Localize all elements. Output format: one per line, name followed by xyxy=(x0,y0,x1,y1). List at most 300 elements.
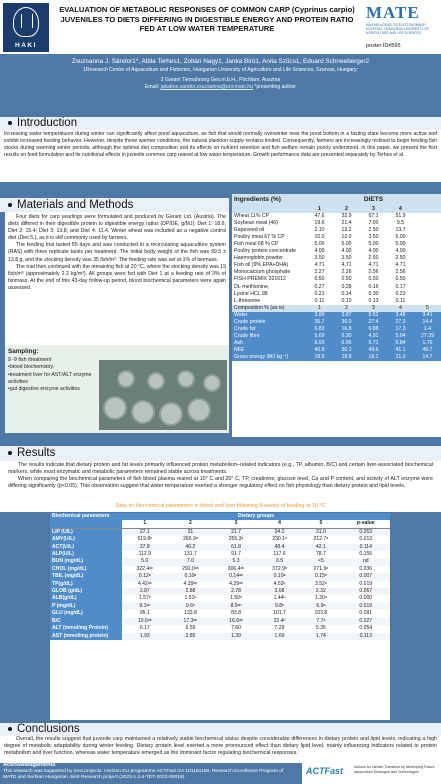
composition-value: 5.04 xyxy=(387,333,414,340)
biochem-value: 112.9 xyxy=(138,551,151,558)
ingredient-name: FISH PREMIX 321612 xyxy=(234,276,286,283)
biochem-value: 2.88 xyxy=(168,588,214,595)
conclusions-text xyxy=(0,736,441,763)
biochemical-table xyxy=(50,513,390,720)
ingredient-name: Wheat 11% CP xyxy=(234,213,270,220)
sampling-list xyxy=(8,364,100,393)
composition-name: NFE xyxy=(232,347,306,354)
biochem-value: 34.2 xyxy=(259,528,300,536)
results-paragraph-1: The results indicate that dietary protein and fat levels primarily influenced protein metabolism–related indicators (e.g., TP, albumin, B/C) and certain liver-associated biochemical markers, while most enzymatic and metabolic parameters remained stable across treatments. xyxy=(8,462,433,476)
ingredient-name: Monocalcium phosphate xyxy=(234,269,291,276)
biochem-param-name: ALB(g/dL) xyxy=(50,595,122,602)
ingredient-value: 2.56 xyxy=(395,269,406,276)
composition-value: 27.4 xyxy=(360,319,387,326)
biochem-value: 322.4ᵃᵇ xyxy=(136,565,154,572)
ingredient-value: 9.5 xyxy=(396,220,405,227)
composition-row xyxy=(232,319,441,326)
ingredient-value: 2.56 xyxy=(368,269,379,276)
biochem-value: 3.52ᵃ xyxy=(314,580,327,587)
ingredient-value: 13.2 xyxy=(341,227,352,234)
affiliation-1: 1Research Centre of Aquaculture and Fisheries, Hungarian University of Agriculture and Life Sciences, Szarvas, Hungary; xyxy=(83,67,358,73)
biochem-subheader-row xyxy=(50,520,390,528)
sampling-item: • treatment liver for AST/ALT enzyme activities xyxy=(8,372,100,386)
biochem-param-name: TP(g/dL) xyxy=(50,581,122,588)
mate-logo xyxy=(366,3,438,41)
biochem-row xyxy=(50,618,390,625)
biochem-value: 0.019 xyxy=(359,580,373,587)
biochem-value: 1.93 xyxy=(122,633,168,640)
results-title xyxy=(8,447,55,459)
biochem-value: 6.59 xyxy=(185,625,196,632)
ingredient-value: 0.21 xyxy=(314,290,325,297)
biochem-row xyxy=(50,633,390,640)
composition-name: Gross energy (MJ kg⁻¹) xyxy=(232,354,306,361)
composition-value: 3.41 xyxy=(414,312,441,319)
biochem-param-name: GLU (mg/dL) xyxy=(50,610,122,617)
biochem-row xyxy=(50,595,390,602)
sampling-item: • blood biochemistry, xyxy=(8,364,100,371)
ingredient-name: Poultry protein concentrate xyxy=(234,248,296,255)
ingredient-value: 4.71 xyxy=(368,262,379,269)
ingredient-value: 4.00 xyxy=(341,248,352,255)
biochem-value: 0.067 xyxy=(342,588,390,595)
biochem-row xyxy=(50,625,390,632)
composition-row xyxy=(232,326,441,333)
ingredient-row xyxy=(232,241,441,248)
email-link[interactable]: jakabne.sandor.zsuzsanna@uni-mate.hu xyxy=(160,84,253,91)
biochem-value: 1.57ᵇ xyxy=(138,595,151,602)
biochem-value: 271.9ᵃ xyxy=(313,565,329,572)
acknowledgements-text: This research was supported by next projects: Horizon EU programme ACTFast GA 101181159, Research Excellence Program of MATE and Serbian Hungarian Joint Research project (2023-1.2.4-TÉT-2023-00018). xyxy=(3,768,284,780)
dietary-group-number: 3 xyxy=(213,520,259,528)
table-cell xyxy=(414,276,441,283)
ingredient-value: 0.13 xyxy=(368,297,379,304)
composition-header-label: Composition % (as is) xyxy=(232,305,306,312)
ingredient-value: 0.50 xyxy=(368,276,379,283)
biochem-value: 619.8ᵇ xyxy=(137,536,153,543)
biochem-value: 2.32 xyxy=(300,588,341,595)
biochem-value: 22.4ᵇ xyxy=(259,618,300,625)
composition-row xyxy=(232,333,441,340)
biochem-value: 0.019 xyxy=(342,603,390,610)
biochem-value: 306.4ᵃᵇ xyxy=(227,565,245,572)
table-cell xyxy=(414,269,441,276)
table-cell xyxy=(414,255,441,262)
ingredient-value: 0.50 xyxy=(395,276,406,283)
methods-title xyxy=(8,199,133,211)
diets-header: DIETS xyxy=(306,194,441,206)
biochem-value: 7.7ᵃ xyxy=(300,618,341,625)
biochem-value: 2.85 xyxy=(168,633,214,640)
ingredient-row xyxy=(232,220,441,227)
biochem-value: 0.10ᵃ xyxy=(168,573,214,580)
ingredient-value: 5.00 xyxy=(395,241,406,248)
ingredient-value: 13.7 xyxy=(395,227,406,234)
ingredient-value: 0.11 xyxy=(314,297,325,304)
composition-row xyxy=(232,347,441,354)
email-suffix: *presenting author xyxy=(252,84,296,91)
biochem-param-name: AST (mmol/mg protein) xyxy=(50,633,122,640)
methods-paragraph-1: Four diets for carp yearlings were formulated and produced by Garant Ltd. (Austria). The diets differed in their digestible protein to digestible energy ratios (DP/DE, g/MJ): Diet 1: 18.6; Diet 2: 15.4; Diet 3: 13.8; and Diet 4: 11.4. Winter wheat was included as a negative control diet (Diet 5.), as it is still commonly used by farmers. xyxy=(8,214,226,242)
email-prefix: Email: xyxy=(144,84,161,91)
composition-name: Water xyxy=(232,312,306,319)
ingredient-name: Soybean meal (46) xyxy=(234,220,278,227)
ingredient-value: 32.9 xyxy=(341,213,352,220)
conclusions-title-text: Conclusions xyxy=(17,723,80,735)
ingredient-value: 0.30 xyxy=(368,290,379,297)
poster-header xyxy=(0,0,441,54)
results-title-text: Results xyxy=(17,447,56,459)
table-cell xyxy=(232,206,306,213)
composition-name: Ash xyxy=(232,340,306,347)
sampling-intro: 9 -9 fish /treatment xyxy=(8,357,52,364)
ingredient-value: 0.28 xyxy=(341,283,352,290)
biochem-value: 230.1ᵃ xyxy=(272,536,287,543)
acknowledgements xyxy=(0,763,300,784)
table-cell xyxy=(50,520,122,528)
biochem-row xyxy=(50,573,390,580)
biochem-value: 6.5 xyxy=(259,558,300,565)
ingredient-value: 4.71 xyxy=(341,262,352,269)
conclusions-title xyxy=(8,723,80,735)
ingredients-table xyxy=(232,194,441,437)
ingredient-value: 0.23 xyxy=(395,290,406,297)
dietary-group-number: 1 xyxy=(122,520,168,528)
ingredient-row xyxy=(232,269,441,276)
ingredient-value: 5.00 xyxy=(395,234,406,241)
ingredient-value: 12.0 xyxy=(341,234,352,241)
bullet-icon xyxy=(8,203,12,207)
poster-title: EVALUATION OF METABOLIC RESPONSES OF COMMON CARP (Cyprinus carpio) JUVENILES TO DIETS DIFFERING IN DIGESTIBLE ENERGY AND PROTEIN RATIO FED AT LOW WATER TEMPERATURE xyxy=(59,5,355,34)
tank-icon xyxy=(187,398,211,422)
methods-title-text: Materials and Methods xyxy=(17,199,134,211)
ingredient-row xyxy=(232,298,441,305)
composition-name: Crude fibre xyxy=(232,333,306,340)
biochem-value: 6.17 xyxy=(139,625,150,632)
biochem-value: 31 xyxy=(168,528,214,536)
composition-value: 3.87 xyxy=(333,312,360,319)
biochem-value: 0.013 xyxy=(359,536,373,543)
diet-number: 4 xyxy=(387,206,414,213)
ingredient-row xyxy=(232,255,441,262)
ingredient-value: 47.6 xyxy=(314,213,325,220)
methods-paragraph-3: The trial then continued with the remaining fish at 20 °C, where the stocking density was 19 fish/m³ (approximately 2.2 kg/m³). All groups were fed with Diet 1 at a feeding rate of 3% of biomass. At the end of this 43-day follow-up period, blood biochemical parameters were again assessed. xyxy=(8,263,226,291)
diet-number: 1 xyxy=(306,305,333,312)
biochem-value: 212.7ᵃ xyxy=(313,536,329,543)
composition-value: 49.7 xyxy=(414,347,441,354)
haki-emblem-icon xyxy=(13,7,39,37)
composition-value: 21.2 xyxy=(387,354,414,361)
table-cell xyxy=(414,262,441,269)
biochem-value: nd xyxy=(342,558,390,565)
mate-logo-word: MATE xyxy=(366,3,420,22)
composition-row xyxy=(232,312,441,319)
composition-value: 40.8 xyxy=(306,347,333,354)
biochem-value: 0.15ᵇ xyxy=(300,573,341,580)
biochem-value: 1.69 xyxy=(259,633,300,640)
biochem-param-name: AMY(U/L) xyxy=(50,536,122,543)
biochem-row xyxy=(50,581,390,588)
ingredient-value: 0.11 xyxy=(395,297,406,304)
ingredient-value: 0.17 xyxy=(395,283,406,290)
introduction-title xyxy=(8,117,77,129)
biochem-value: 103.8 xyxy=(314,610,328,617)
biochem-row xyxy=(50,558,390,565)
biochem-value: 117.6 xyxy=(273,551,286,558)
ingredient-value: 2.26 xyxy=(341,269,352,276)
tank-icon xyxy=(159,402,183,426)
biochem-value: 9.8ᵇ xyxy=(259,603,300,610)
diet-number: 2 xyxy=(333,305,360,312)
biochem-row xyxy=(50,536,390,543)
biochem-param-name: BUN (mg/dL) xyxy=(50,558,122,565)
biochem-value: 0.054 xyxy=(359,625,373,632)
biochem-param-name: GLOB (g/dL) xyxy=(50,588,122,595)
sampling-title: Sampling: xyxy=(8,348,39,355)
composition-value: 27.3 xyxy=(387,319,414,326)
ingredient-value: 2.50 xyxy=(368,255,379,262)
ingredient-value: 4.00 xyxy=(314,248,325,255)
mate-logo-subtitle: MAGYAR AGRÁR- ÉS ÉLETTUDOMÁNYI EGYETEM / HUNGARIAN UNIVERSITY OF AGRICULTURE AND LIFE SCIENCES xyxy=(366,23,429,35)
composition-value: 17.3 xyxy=(387,326,414,333)
tank-icon xyxy=(131,400,155,424)
conclusions-paragraph: Overall, the results suggest that juvenile carp maintained a relatively stable biochemical status despite considerable differences in dietary protein and lipid levels, indicating a high degree of metabolic adaptability during winter feeding. Dietary protein level exerted a more pronounced effect than dietary lipid level, mainly influencing indicators related to protein metabolism and liver function, whereas water temperature emerged as the dominant factor regulating biochemical responses. xyxy=(4,736,437,756)
biochem-value: 101.7 xyxy=(273,610,286,617)
composition-row xyxy=(232,354,441,361)
biochem-value: 2.87 xyxy=(122,588,168,595)
biochem-row xyxy=(50,566,390,573)
biochem-param-name: P (mg/dL) xyxy=(50,603,122,610)
composition-value: 16.8 xyxy=(333,326,360,333)
haki-logo-text: HAKI xyxy=(15,42,37,49)
diet-number-row xyxy=(232,206,441,213)
composition-name: Crude fat xyxy=(232,326,306,333)
ingredient-name: Rapeseed oil xyxy=(234,227,265,234)
composition-value: 27.29 xyxy=(414,333,441,340)
biochem-param-name: TBIL (mg/dL) xyxy=(50,573,122,580)
biochem-value: 1.50ᵇ xyxy=(230,595,242,602)
ras-facility-photo xyxy=(99,360,227,430)
composition-value: 19.1 xyxy=(360,354,387,361)
composition-value: 19.9 xyxy=(333,354,360,361)
biochem-value: 5.35 xyxy=(315,625,326,632)
tank-icon xyxy=(203,374,221,392)
biochem-param-name: ALT (mmol/mg Protein) xyxy=(50,625,122,632)
biochem-value: 4.53ᵇ xyxy=(273,580,286,587)
ingredient-name: Fish meal 68 % CP xyxy=(234,241,279,248)
biochem-row xyxy=(50,551,390,558)
ingredient-name: DL-methionine, xyxy=(234,283,270,290)
introduction-text: Increasing water temperatures during winter can significantly affect pond aquaculture, as fish that would normally overwinter near the pond bottom in a fasting state become more active and exhibit increased feeding behavior. However, despite these warmer conditions, the natural plankton supply remains limited. Consequently, farmers are increasingly inclined to begin feeding fish stocks during warming winter periods, although the optimal diet composition and its effects on nutrient retention and fish welfare remain poorly understood. In this paper, we present the first results on feed formulation and its nutritional effects in juvenile common carp reared at low water temperature. Growth performance data are presented separately by Terhes et al. xyxy=(0,130,441,182)
tank-icon xyxy=(117,370,135,388)
table-cell xyxy=(414,241,441,248)
ingredient-value: 5.00 xyxy=(314,241,325,248)
biochem-row xyxy=(50,544,390,551)
biochem-value: 3.08 xyxy=(259,588,300,595)
poster-id: poster ID#595 xyxy=(366,43,401,49)
biochem-value: 0.000 xyxy=(359,595,373,602)
biochem-value: 0.155 xyxy=(359,551,373,558)
biochem-value: 2.78 xyxy=(213,588,259,595)
biochem-row xyxy=(50,603,390,610)
composition-value: 41.1 xyxy=(387,347,414,354)
acknowledgements-title: Acknowledgements xyxy=(3,762,56,768)
table-cell xyxy=(414,298,441,305)
ingredient-value: 2.50 xyxy=(395,255,406,262)
biochem-value: 5.3 xyxy=(213,558,259,565)
biochem-value: 17.3ᵃᵇ xyxy=(168,618,214,625)
biochem-param-name: ALP(U/L) xyxy=(50,551,122,558)
ingredient-row xyxy=(232,234,441,241)
biochem-value: 0.12ᵃ xyxy=(122,573,168,580)
biochem-value: 5.0 xyxy=(122,558,168,565)
table-cell xyxy=(414,213,441,220)
ingredient-value: 2.10 xyxy=(314,227,325,234)
ingredient-name: Poultry meal 67 % CP xyxy=(234,234,285,241)
methods-text xyxy=(5,212,229,345)
composition-value: 5.52 xyxy=(360,312,387,319)
ingredient-value: 21.4 xyxy=(341,220,352,227)
dietary-group-number: 2 xyxy=(168,520,214,528)
composition-value: 18.5 xyxy=(306,354,333,361)
biochem-value: 16.6ᵃᵇ xyxy=(213,618,259,625)
composition-value: 1.76 xyxy=(414,340,441,347)
biochem-value: 4.29ᵃᵇ xyxy=(229,580,243,587)
ingredient-value: 4.00 xyxy=(395,248,406,255)
composition-value: 6.30 xyxy=(333,333,360,340)
composition-value: 5.69 xyxy=(306,333,333,340)
diet-number: 5 xyxy=(414,305,441,312)
biochem-row xyxy=(50,610,390,617)
ingredient-value: 2.50 xyxy=(368,227,379,234)
biochem-param-name: CHOL (mg/dL) xyxy=(50,566,122,573)
biochem-value: 1.20ᵃ xyxy=(314,595,327,602)
table-cell xyxy=(414,291,441,298)
biochem-value: 1.39 xyxy=(213,633,259,640)
ingredient-name: Haemoglobin powder xyxy=(234,255,284,262)
biochem-value: 0.036 xyxy=(359,565,373,572)
contact-email xyxy=(0,84,441,90)
composition-value: 6.96 xyxy=(333,340,360,347)
diet-number: 1 xyxy=(306,206,333,213)
ingredient-value: 0.27 xyxy=(314,283,325,290)
bullet-icon xyxy=(8,727,12,731)
biochem-param-name: B/C xyxy=(50,618,122,625)
biochem-value: 133.8 xyxy=(184,610,197,617)
ingredient-value: 0.16 xyxy=(368,283,379,290)
biochem-value: 7.29 xyxy=(274,625,285,632)
biochem-value: 0.14ᵃᵇ xyxy=(213,573,259,580)
ingredients-header-row xyxy=(232,194,441,206)
bullet-icon xyxy=(8,451,12,455)
actfast-logo xyxy=(302,763,441,784)
table-cell xyxy=(414,206,441,213)
biochem-value: 10.6ᵃᵇ xyxy=(122,618,168,625)
composition-value: 35.7 xyxy=(306,319,333,326)
ingredient-value: 67.1 xyxy=(368,213,379,220)
actfast-tagline: Actions for climate Transition by developing Future aquaculture Strategies and Technologies xyxy=(354,765,435,774)
composition-value: 6.93 xyxy=(306,340,333,347)
affiliation-2: 2 Garant Tiernahrung Ges.m.b.H., Pöchlarn, Ausztria xyxy=(160,76,281,83)
ingredient-value: 10.0 xyxy=(314,234,325,241)
biochem-value: 91.7 xyxy=(231,551,241,558)
ingredient-value: 3.50 xyxy=(368,234,379,241)
composition-value: 4.91 xyxy=(360,333,387,340)
biochem-value: 4.42ᵃᵇ xyxy=(137,580,152,587)
composition-value: 5.84 xyxy=(387,340,414,347)
ingredient-value: 0.10 xyxy=(341,297,352,304)
ingredient-value: 2.27 xyxy=(314,269,325,276)
biochem-value: 255.3ᵃ xyxy=(228,536,244,543)
table-cell xyxy=(414,284,441,291)
biochem-value: 0.114 xyxy=(342,544,390,551)
biochem-value: 27.1 xyxy=(122,528,168,536)
biochem-header-row xyxy=(50,513,390,520)
biochem-value: 31.0 xyxy=(300,528,341,536)
biochem-value: 48.4 xyxy=(259,544,300,551)
biochem-value: 1.51ᵇ xyxy=(184,595,197,602)
ingredient-value: 0.50 xyxy=(314,276,325,283)
dietary-groups-header: Dietary groups xyxy=(122,513,390,520)
biochem-value: 0.10ᵃ xyxy=(259,573,300,580)
biochem-value: 1.74 xyxy=(300,633,341,640)
biochem-value: 95.1 xyxy=(139,610,150,617)
ingredient-value: 51.9 xyxy=(395,213,406,220)
biochem-value: <5 xyxy=(300,558,341,565)
ingredient-row xyxy=(232,291,441,298)
biochem-value: 372.9ᵇ xyxy=(272,565,287,572)
biochem-value: 78.7 xyxy=(315,551,326,558)
biochem-value: 1.44ᵇ xyxy=(273,595,286,602)
table-caption: Data on biochemical parameters in blood and liver following 8-weeks of feeding at 10 °C xyxy=(0,501,441,512)
bullet-icon xyxy=(8,121,12,125)
biochem-value: 0.091 xyxy=(359,610,373,617)
ingredient-name: L-threonine xyxy=(234,297,261,304)
composition-value: 1.4 xyxy=(414,326,441,333)
ingredient-value: 19.6 xyxy=(314,220,325,227)
biochem-row xyxy=(50,528,390,536)
actfast-logo-word: ACTFast xyxy=(306,766,344,776)
ingredient-row xyxy=(232,248,441,255)
ingredient-value: 0.50 xyxy=(341,276,352,283)
ingredient-value: 3.50 xyxy=(341,255,352,262)
ingredient-name: Lysine HCL 98 xyxy=(234,290,268,297)
biochem-param-header: Biochenical parameters xyxy=(50,513,122,520)
composition-header-row xyxy=(232,305,441,312)
haki-logo xyxy=(3,3,49,52)
ingredient-value: 5.00 xyxy=(341,241,352,248)
biochem-value: 0.113 xyxy=(342,633,390,640)
ingredient-value: 4.71 xyxy=(314,262,325,269)
ingredient-value: 4.71 xyxy=(395,262,406,269)
composition-row xyxy=(232,340,441,347)
biochem-value: 131.7 xyxy=(184,551,197,558)
table-cell xyxy=(414,227,441,234)
table-cell xyxy=(414,234,441,241)
table-cell xyxy=(414,248,441,255)
diet-number: 3 xyxy=(360,206,387,213)
biochem-value: 21.7 xyxy=(213,528,259,536)
biochem-value: 37.8 xyxy=(122,544,168,551)
biochem-value: 7.60 xyxy=(231,625,241,632)
biochem-value: 6.9ᵃ xyxy=(300,603,341,610)
methods-paragraph-2: The feeding trial lasted 55 days and was conducted in a recirculating aquaculture system (RAS) with three replicate tanks per treatment. The initial body weight of the fish was 99.5 ± 13.8 g, and the stocking density was 35 fish/m³. The feeding rate was set at 1% of biomass . xyxy=(8,242,226,263)
biochem-param-name: ACT(U/L) xyxy=(50,544,122,551)
composition-value: 5.71 xyxy=(360,340,387,347)
biochem-value: 61.8 xyxy=(213,544,259,551)
biochem-value: 7.0 xyxy=(168,558,214,565)
composition-value: 30.1 xyxy=(333,347,360,354)
